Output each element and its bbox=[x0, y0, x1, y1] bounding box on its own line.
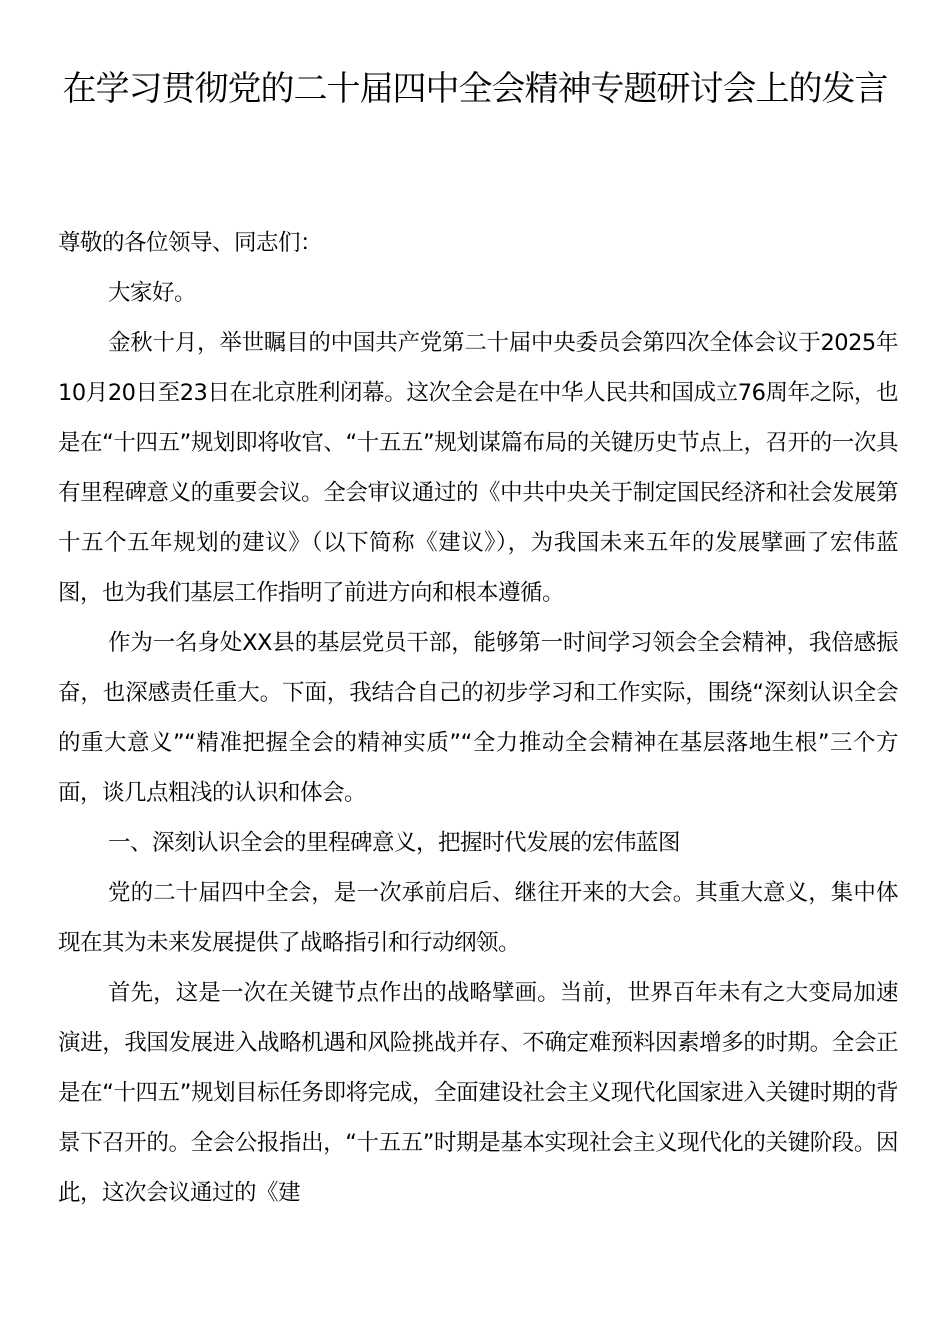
document-body bbox=[58, 218, 898, 1218]
salutation: 尊敬的各位领导、同志们： bbox=[58, 230, 323, 256]
paragraph-section1-first: 首先，这是一次在关键节点作出的战略擘画。当前，世界百年未有之大变局加速演进，我国发展进入战略机遇和风险挑战并存、不确定难预料因素增多的时期。全会正是在“十四五”规划目标任务即将完成，全面建设社会主义现代化国家进入关键时期的背景下召开的。全会公报指出，“十五五”时期是基本实现社会主义现代化的关键阶段。因此，这次会议通过的《建 bbox=[58, 980, 898, 1206]
paragraph-section1-summary: 党的二十届四中全会，是一次承前启后、继往开来的大会。其重大意义，集中体现在其为未来发展提供了战略指引和行动纲领。 bbox=[58, 880, 898, 956]
section-heading-1: 一、深刻认识全会的里程碑意义，把握时代发展的宏伟蓝图 bbox=[108, 830, 681, 856]
paragraph-intro: 金秋十月，举世瞩目的中国共产党第二十届中央委员会第四次全体会议于2025年10月20日至23日在北京胜利闭幕。这次全会是在中华人民共和国成立76周年之际，也是在“十四五”规划即将收官、“十五五”规划谋篇布局的关键历史节点上，召开的一次具有里程碑意义的重要会议。全会审议通过的《中共中央关于制定国民经济和社会发展第十五个五年规划的建议》（以下简称《建议》），为我国未来五年的发展擘画了宏伟蓝图，也为我们基层工作指明了前进方向和根本遵循。 bbox=[58, 330, 898, 606]
document-title: 在学习贯彻党的二十届四中全会精神专题研讨会上的发言 bbox=[62, 69, 888, 109]
paragraph-greeting: 大家好。 bbox=[108, 280, 197, 306]
paragraph-outline: 作为一名身处XX县的基层党员干部，能够第一时间学习领会全会精神，我倍感振奋，也深感责任重大。下面，我结合自己的初步学习和工作实际，围绕“深刻认识全会的重大意义”“精准把握全会的精神实质”“全力推动全会精神在基层落地生根”三个方面，谈几点粗浅的认识和体会。 bbox=[58, 630, 898, 806]
